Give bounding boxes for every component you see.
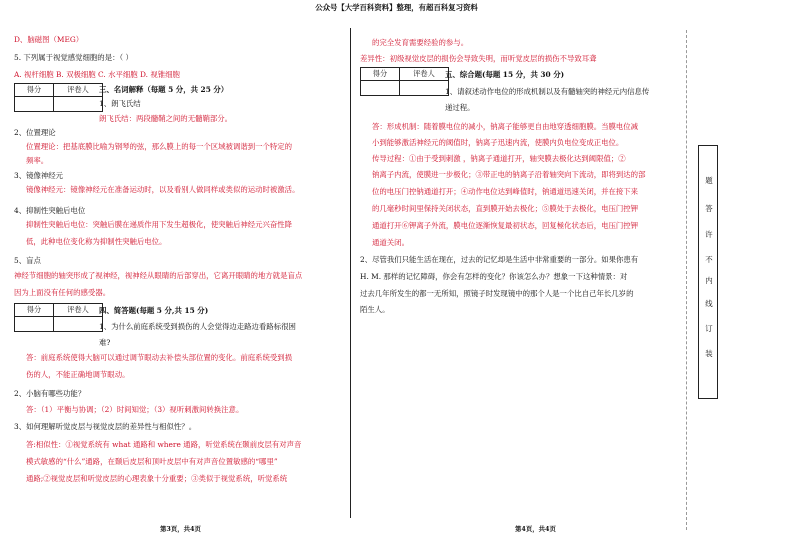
reviewer-label: 评卷人 [54,84,103,97]
s5-q1-l1: 1、请叙述动作电位的形成机制以及有髓轴突的神经元内信息传 [445,87,650,96]
section4-title: 四、简答题(每题 5 分,共 15 分) [99,306,209,315]
page-footer-left: 第3页，共4页 [160,525,201,533]
s4-q2: 2、小脑有哪些功能？ [14,389,86,398]
binding-char: 内 [705,276,713,285]
reviewer-cell [400,81,449,96]
s5-q2-l3: 过去几年所发生的都一无所知，照镜子时发现镜中的那个人是一个比自己年长几岁的 [360,289,634,298]
s3-a5-l1: 神经节细胞的轴突形成了视神经，视神经从眼睛的后部穿出，它离开眼睛的地方就是盲点 [14,271,303,280]
binding-char: 装 [705,349,713,358]
s4-q1-l2: 难? [99,338,111,347]
cont-l2: 差异性：初级视觉皮层的损伤会导致失明，而听觉皮层的损伤不导致耳聋 [360,54,597,63]
s3-a2-l2: 频率。 [26,156,49,165]
reviewer-cell [54,97,103,112]
binding-char: 不 [705,255,713,264]
binding-line [686,30,687,530]
s5-a1-l1: 答：形成机制：随着膜电位的减小，钠离子能够更自由地穿透细胞膜。当膜电位减 [372,122,639,131]
s5-a1-l2: 小到能够激活神经元的阈值时，钠离子迅速内流，使膜内负电位变成正电位。 [372,138,624,147]
binding-char: 线 [705,299,713,308]
cont-l1: 的完全发育需要经验的参与。 [372,38,469,47]
s3-q5: 5、盲点 [14,256,41,265]
s3-q3: 3、镜像神经元 [14,171,64,180]
s4-q3: 3、如何理解听觉皮层与视觉皮层的差异性与相似性？。 [14,422,197,431]
s3-a3: 镜像神经元：镜像神经元在准备运动时，以及看别人做同样或类似的运动时被激活。 [26,185,300,194]
s4-q1-l1: 1、为什么前庭系统受到损伤的人会觉得边走路边看路标很困 [99,322,296,331]
score-box-section3 [14,83,103,112]
s3-q2: 2、位置理论 [14,128,56,137]
q4-option-d: D、脑磁图（MEG） [14,35,84,44]
s4-a2: 答：（1）平衡与协调；（2）时间知觉；（3）视听刺激间转换注意。 [26,405,244,414]
page-footer-right: 第4页，共4页 [515,525,556,533]
s4-a1-l1: 答：前庭系统使得大脑可以通过调节眼动去补偿头部位置的变化。前庭系统受到损 [26,353,293,362]
binding-char: 题 [705,176,713,185]
reviewer-label: 评卷人 [54,304,103,317]
s5-a1-l7: 通道打开⑥钾离子外流，膜电位逐渐恢复最初状态，回复極化状态后，电压门控钾 [372,221,639,230]
score-box-section4 [14,303,103,332]
s4-a1-l2: 伤的人，不能正确地调节眼动。 [26,370,130,379]
score-label: 得分 [361,68,400,81]
s5-a1-l6: 的几毫秒时间里保持关闭状态，直到膜开始去极化；⑤膜处于去极化，电压门控钾 [372,204,639,213]
s3-a4-l1: 抑制性突触后电位：突触后膜在递质作用下发生超极化，使突触后神经元兴奋性降 [26,220,293,229]
reviewer-cell [54,317,103,332]
s5-q2-l1: 2、尽管我们只能生活在现在，过去的记忆却是生活中非常重要的一部分。如果你患有 [360,255,639,264]
s5-q2-l4: 陌生人。 [360,305,390,314]
s3-a4-l2: 低，此种电位变化称为抑制性突触后电位。 [26,237,167,246]
reviewer-label: 评卷人 [400,68,449,81]
section3-title: 三、名词解释（每题 5 分，共 25 分） [99,85,229,94]
binding-notice-box [698,145,718,399]
score-cell [15,317,54,332]
s4-a3-l1: 答:相似性：①视觉系统有 what 通路和 where 通路，听觉系统在颞前皮层有对声音 [26,440,302,449]
s3-q4: 4、抑制性突触后电位 [14,206,86,215]
page-header: 公众号【大学百科资料】整理，有超百科复习资料 [315,3,478,12]
s5-q1-l2: 递过程。 [445,103,475,112]
s5-a1-l8: 通道关闭。 [372,238,409,247]
s4-a3-l2: 模式敏感的“什么”通路，在颞后皮层和顶叶皮层中有对声音位置敏感的“哪里” [26,457,278,466]
s3-a1: 朗飞氏结：两段髓鞘之间的无髓鞘部分。 [99,114,233,123]
score-label: 得分 [15,304,54,317]
score-cell [15,97,54,112]
s5-a1-l5: 位的电压门控钠通道打开；④动作电位达到峰值时，钠通道迅速关闭，并在接下来 [372,187,639,196]
score-label: 得分 [15,84,54,97]
score-box-section5 [360,67,449,96]
column-divider [350,28,351,518]
q5-stem: 5. 下列属于视觉感觉细胞的是：（ ） [14,53,133,62]
s5-a1-l3: 传导过程：①由于受到刺激 ，钠离子通道打开，轴突膜去极化达到阈限值；② [372,154,626,163]
s5-q2-l2: H. M. 那样的记忆障碍，你会有怎样的变化？你该怎么办？想象一下这种情景：对 [360,272,628,281]
binding-char: 答 [705,204,713,213]
binding-char: 许 [705,230,713,239]
s5-a1-l4: 钠离子内流，使膜进一步极化；③带正电的钠离子沿着轴突向下流动，即将到达的部 [372,170,646,179]
section5-title: 五、综合题(每题 15 分，共 30 分) [445,70,565,79]
q5-options: A. 视杆细胞 B. 双极细胞 C. 水平细胞 D. 视锥细胞 [14,70,180,79]
score-cell [361,81,400,96]
s4-a3-l3: 通路;②视觉皮层和听觉皮层的心理表象十分重要；③类似于视觉系统，听觉系统 [26,474,288,483]
s3-a5-l2: 因为上面没有任何的感受器。 [14,288,111,297]
s3-a2-l1: 位置理论：把基底膜比喻为钢琴的弦，那么膜上的每一个区域被调谐到一个特定的 [26,142,293,151]
binding-char: 订 [705,324,713,333]
s3-q1: 1、朗飞氏结 [99,99,141,108]
